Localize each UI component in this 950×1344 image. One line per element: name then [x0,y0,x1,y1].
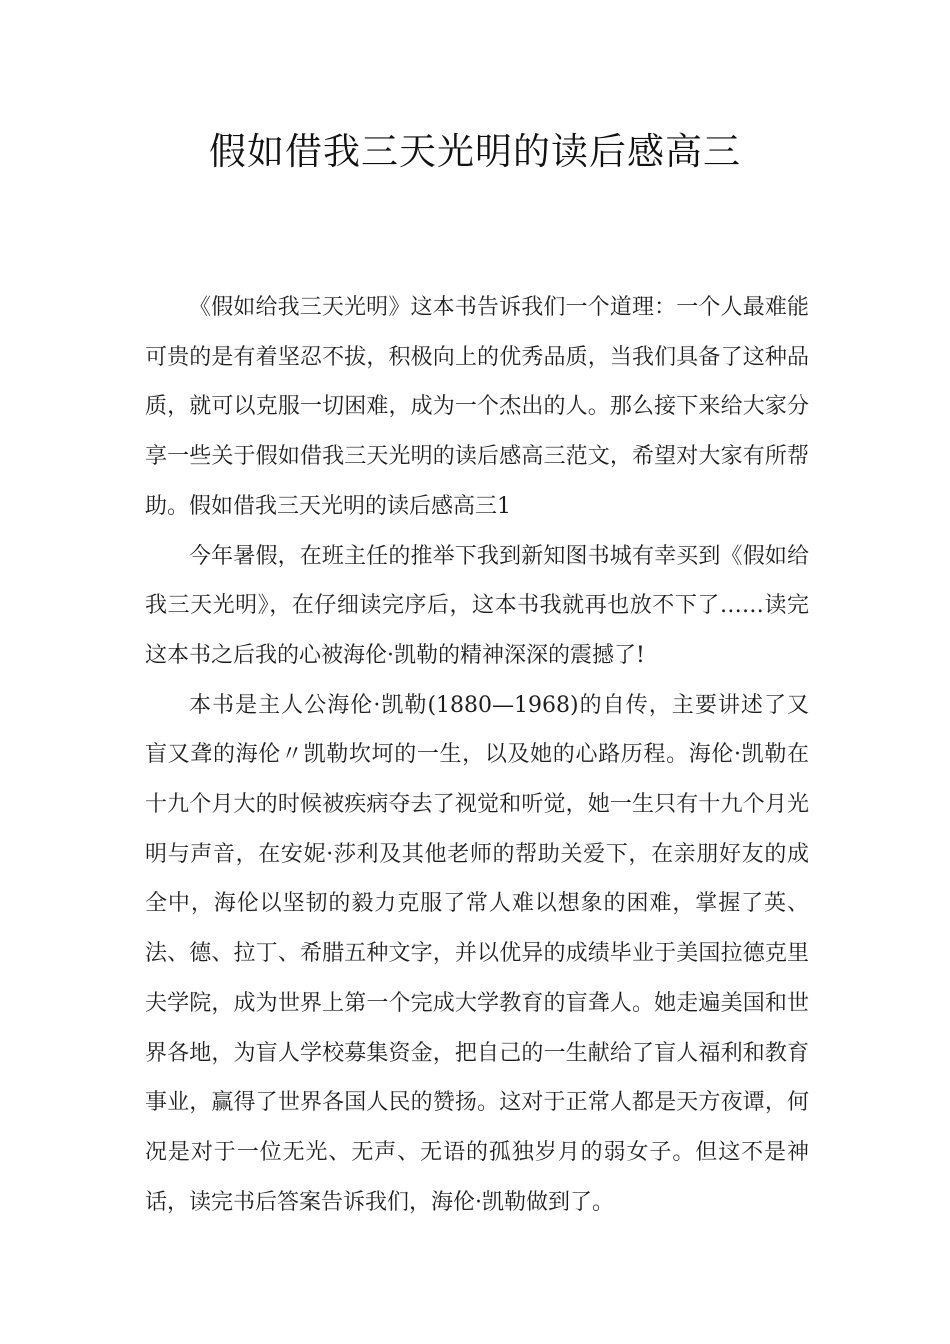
document-title: 假如借我三天光明的读后感高三 [209,130,741,173]
paragraph-summer-reading: 今年暑假，在班主任的推举下我到新知图书城有幸买到《假如给我三天光明》，在仔细读完序后，这本书我就再也放不下了……读完这本书之后我的心被海伦·凯勒的精神深深的震撼了! [145,543,809,668]
paragraph-intro: 《假如给我三天光明》这本书告诉我们一个道理：一个人最难能可贵的是有着坚忍不拔，积极向上的优秀品质，当我们具备了这种品质，就可以克服一切困难，成为一个杰出的人。那么接下来给大家分享一些关于假如借我三天光明的读后感高三范文，希望对大家有所帮助。假如借我三天光明的读后感高三1 [145,295,809,519]
paragraph-book-summary: 本书是主人公海伦·凯勒(1880—1968)的自传，主要讲述了又盲又聋的海伦〃凯勒坎坷的一生，以及她的心路历程。海伦·凯勒在十九个月大的时候被疾病夺去了视觉和听觉，她一生只有十九个月光明与声音，在安妮·莎利及其他老师的帮助关爱下，在亲朋好友的成全中，海伦以坚韧的毅力克服了常人难以想象的困难，掌握了英、法、德、拉丁、希腊五种文字，并以优异的成绩毕业于美国拉德克里夫学院，成为世界上第一个完成大学教育的盲聋人。她走遍美国和世界各地，为盲人学校募集资金，把自己的一生献给了盲人福利和教育事业，赢得了世界各国人民的赞扬。这对于正常人都是天方夜谭，何况是对于一位无光、无声、无语的孤独岁月的弱女子。但这不是神话，读完书后答案告诉我们，海伦·凯勒做到了。 [145,692,809,1215]
document-body [145,283,809,1227]
